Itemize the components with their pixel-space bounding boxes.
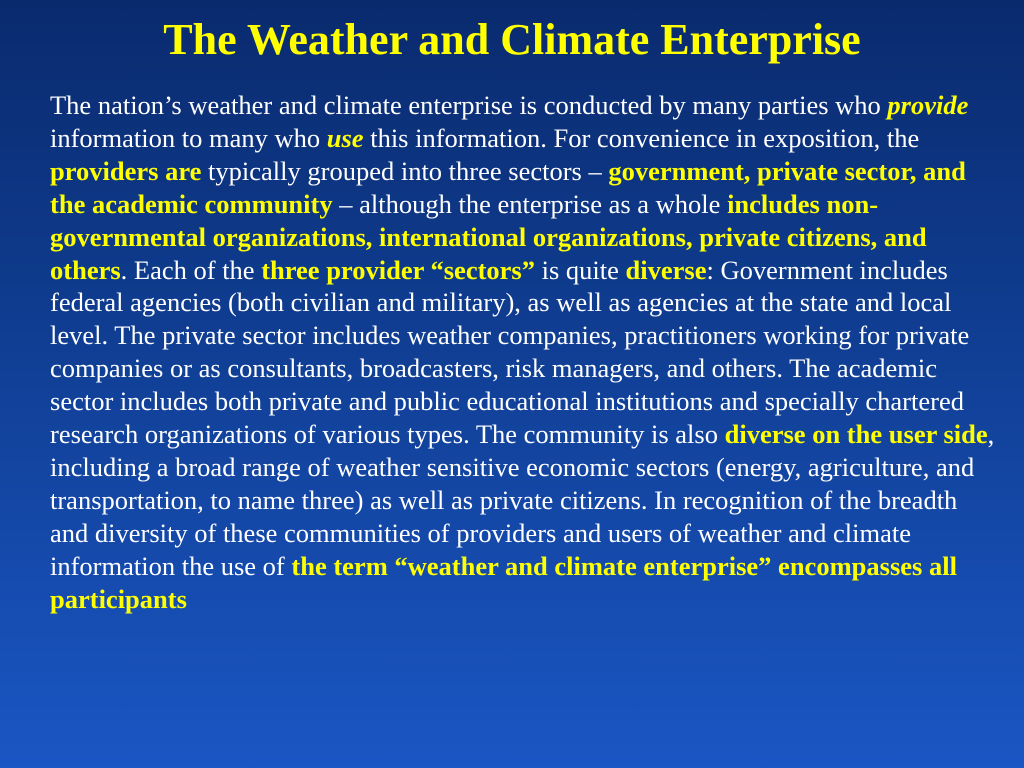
emphasis-enterprise-term: the term “weather and climate enterprise” encompasses all participants — [50, 550, 957, 614]
emphasis-providers-are: providers are — [50, 155, 202, 186]
emphasis-diverse: diverse — [625, 254, 707, 285]
text-run: . Each of the — [120, 254, 262, 285]
text-run: is quite — [534, 254, 626, 285]
emphasis-use: use — [326, 122, 364, 153]
text-run: , including a broad range of weather sensitive economic sectors (energy, agriculture, and transportation, to name three) as well as private citizens. In recognition of the breadth and diversity of these communities of providers and users of weather and climate information the use of — [50, 419, 995, 581]
emphasis-provider-sectors: three provider “sectors” — [261, 254, 535, 285]
emphasis-provide: provide — [887, 90, 969, 120]
slide-body-paragraph — [50, 89, 1000, 616]
text-run: typically grouped into three sectors – — [201, 155, 609, 186]
text-run: this information. For convenience in exposition, the — [363, 122, 920, 153]
text-run: : Government includes federal agencies (both civilian and military), as well as agencies at the state and local level. The private sector includes weather companies, practitioners working for private companies or as consultants, broadcasters, risk managers, and others. The academic sector includes both private and public educational institutions and specially chartered research organizations of various types. The community is also — [50, 254, 970, 450]
emphasis-includes-others: includes non-governmental organizations, international organizations, private citizens, and others — [50, 188, 927, 285]
text-run: – although the enterprise as a whole — [332, 188, 728, 219]
emphasis-three-sectors: government, private sector, and the academic community — [50, 155, 966, 219]
text-run: The nation’s weather and climate enterprise is conducted by many parties who — [50, 90, 888, 120]
emphasis-user-side: diverse on the user side — [724, 419, 988, 450]
slide-title: The Weather and Climate Enterprise — [163, 15, 861, 64]
text-run: information to many who — [50, 122, 327, 153]
